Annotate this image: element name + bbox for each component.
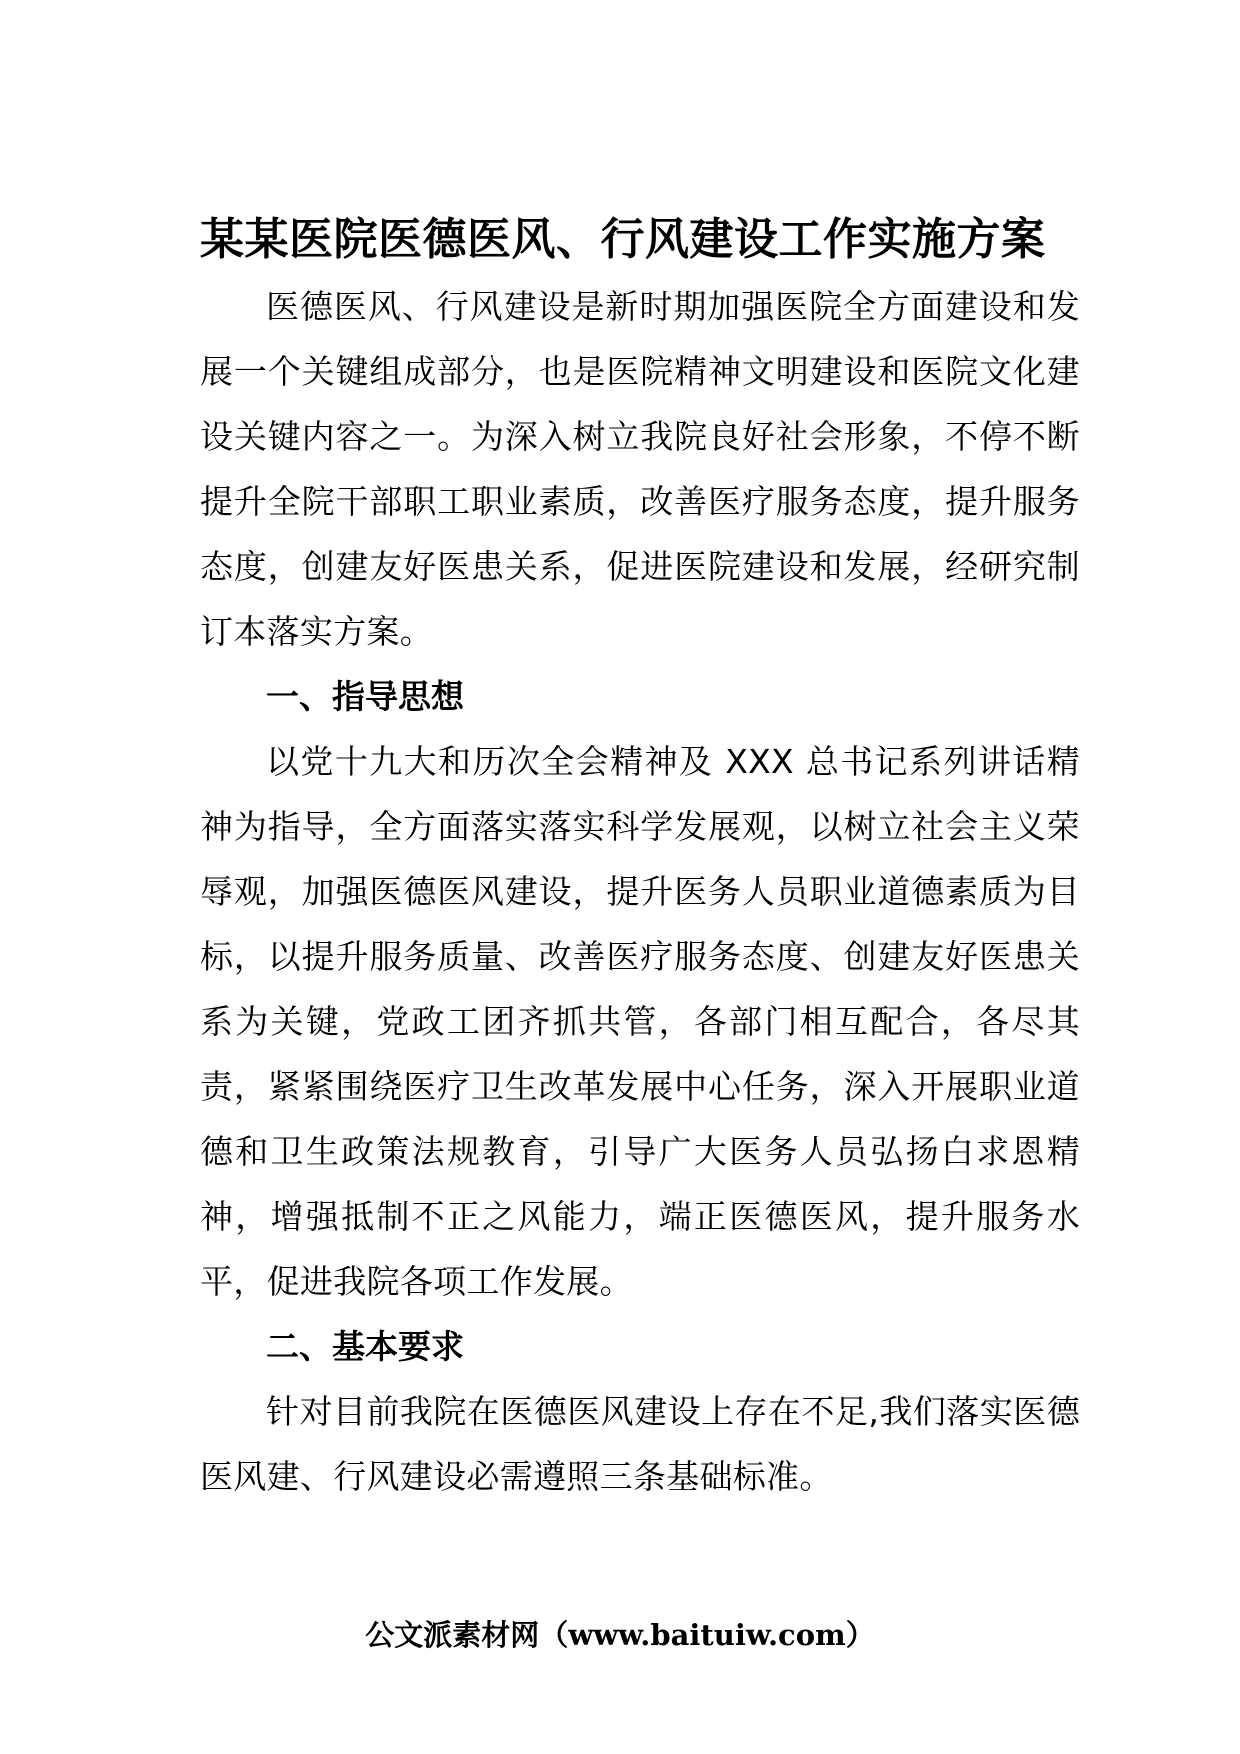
- section-body-basic-requirements: 针对目前我院在医德医风建设上存在不足,我们落实医德医风建、行风建设必需遵照三条基础标准。: [200, 1392, 1080, 1496]
- document-body: [200, 210, 1080, 1509]
- document-title: 某某医院医德医风、行风建设工作实施方案: [200, 214, 1046, 265]
- section-body-guiding-ideology: 以党十九大和历次全会精神及 XXX 总书记系列讲话精神为指导，全方面落实落实科学发展观，以树立社会主义荣辱观，加强医德医风建设，提升医务人员职业道德素质为目标，以提升服务质量、改善医疗服务态度、创建友好医患关系为关键，党政工团齐抓共管，各部门相互配合，各尽其责，紧紧围绕医疗卫生改革发展中心任务，深入开展职业道德和卫生政策法规教育，引导广大医务人员弘扬白求恩精神，增强抵制不正之风能力，端正医德医风，提升服务水平，促进我院各项工作发展。: [200, 742, 1080, 1301]
- section-heading-basic-requirements: 二、基本要求: [266, 1327, 464, 1366]
- intro-paragraph: 医德医风、行风建设是新时期加强医院全方面建设和发展一个关键组成部分，也是医院精神文明建设和医院文化建设关键内容之一。为深入树立我院良好社会形象，不停不断提升全院干部职工职业素质，改善医疗服务态度，提升服务态度，创建友好医患关系，促进医院建设和发展，经研究制订本落实方案。: [200, 287, 1080, 651]
- footer-watermark: 公文派素材网（www.baituiw.com）: [365, 1618, 875, 1652]
- section-heading-guiding-ideology: 一、指导思想: [266, 677, 464, 716]
